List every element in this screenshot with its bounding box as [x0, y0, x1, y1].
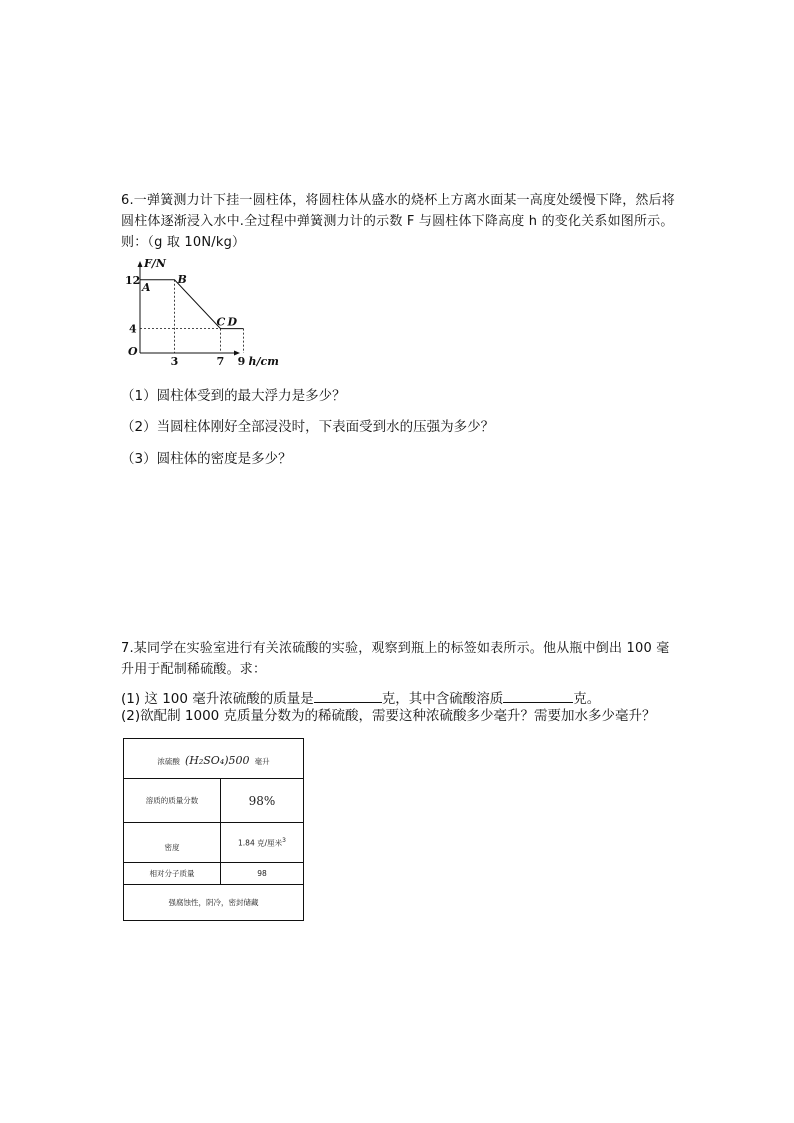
y-axis-arrow [138, 261, 143, 267]
x-tick-label: 9 [237, 355, 246, 368]
y-tick-label: 12 [125, 273, 141, 287]
y-tick-label: 4 [129, 322, 137, 336]
q7-part1-prefix: (1) 这 100 毫升浓硫酸的质量是 [121, 691, 314, 707]
label-formula: (H₂SO₄)500 [184, 754, 250, 767]
question-7-part-2: (2)欲配制 1000 克质量分数为的稀硫酸，需要这种浓硫酸多少毫升？需要加水多少毫升？ [121, 708, 656, 724]
graph-labels [125, 257, 279, 368]
question-6-part-1: （1）圆柱体受到的最大浮力是多少？ [121, 388, 346, 404]
question-6-part-2: （2）当圆柱体刚好全部浸没时，下表面受到水的压强为多少？ [121, 419, 495, 435]
table-row: 溶质的质量分数 98% [124, 779, 304, 823]
answer-blank-solute[interactable] [503, 688, 573, 703]
label-title: 浓硫酸 (H₂SO₄)500 毫升 [124, 739, 304, 779]
label-footer: 强腐蚀性，阴冷，密封储藏 [124, 885, 304, 921]
y-axis-label: F/N [144, 257, 166, 270]
point-label-d: D [227, 315, 238, 329]
point-label-a: A [142, 280, 151, 294]
x-tick-label: 7 [216, 355, 225, 368]
question-6-part-3: （3）圆柱体的密度是多少？ [121, 451, 292, 467]
graph-axes [138, 261, 241, 356]
point-label-b: B [177, 272, 187, 286]
q7-part1-suffix: 克。 [573, 691, 601, 707]
x-tick-label: 3 [170, 355, 179, 368]
table-row: 相对分子质量 98 [124, 863, 304, 885]
answer-blank-mass[interactable] [314, 688, 382, 703]
acid-label-table [123, 738, 304, 921]
origin-label: O [128, 345, 138, 358]
table-row [124, 885, 304, 921]
question-6-stem: 6.一弹簧测力计下挂一圆柱体，将圆柱体从盛水的烧杯上方离水面某一高度处缓慢下降，然后将圆柱体逐渐浸入水中.全过程中弹簧测力计的示数 F 与圆柱体下降高度 h 的变化关系如图所示。则：（g 取 10N/kg） [121, 193, 676, 250]
point-label-c: C [216, 315, 226, 329]
q7-part1-mid: 克，其中含硫酸溶质 [381, 691, 504, 707]
table-row: 密度 1.84 克/厘米$^3$ [124, 823, 304, 863]
question-7-stem: 7.某同学在实验室进行有关浓硫酸的实验，观察到瓶上的标签如表所示。他从瓶中倒出 100 毫升用于配制稀硫酸。求： [121, 641, 670, 677]
x-axis-label: h/cm [248, 355, 279, 368]
force-height-graph [118, 255, 279, 370]
